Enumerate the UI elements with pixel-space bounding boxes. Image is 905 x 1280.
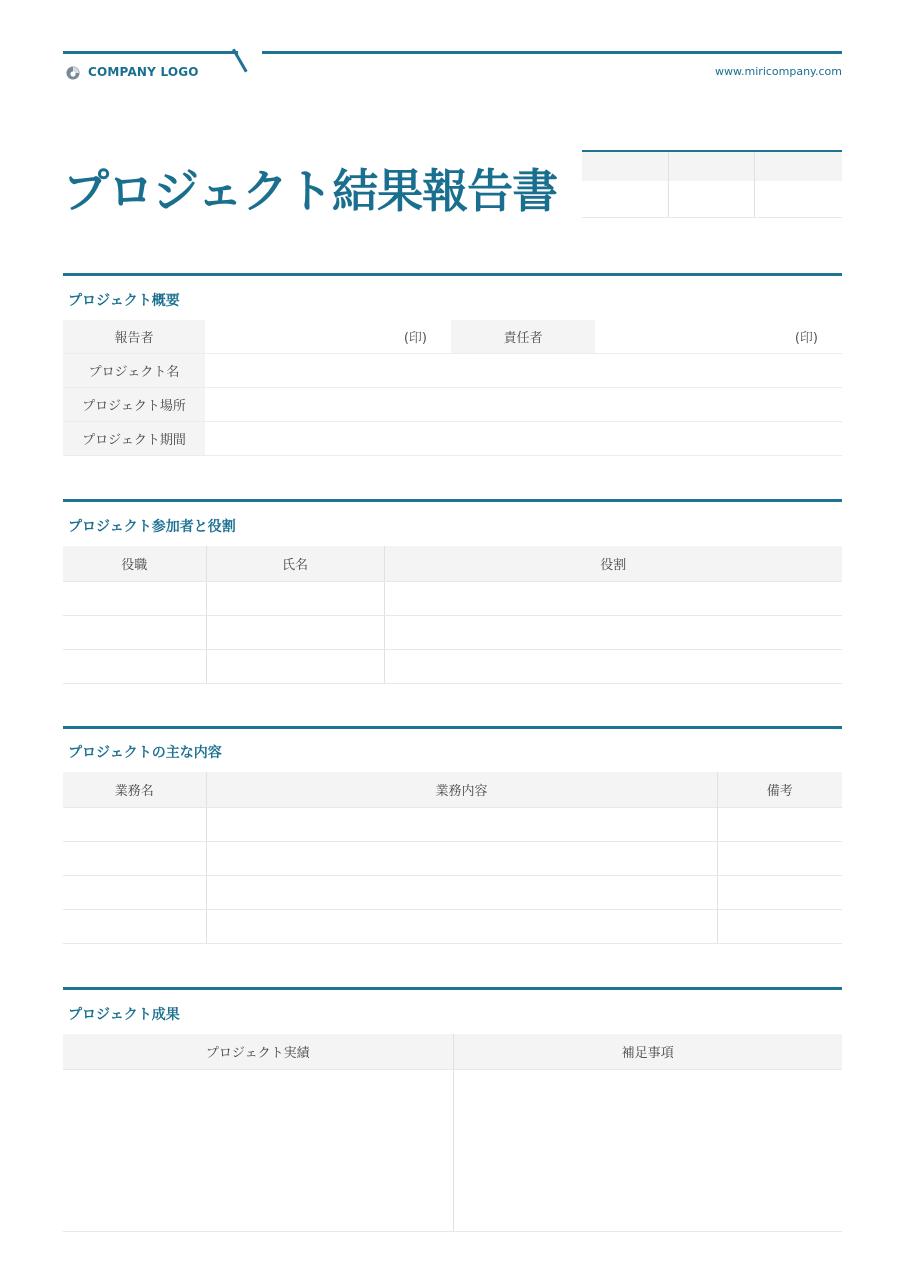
project-period-label: プロジェクト期間 — [63, 422, 205, 456]
table-cell[interactable] — [384, 615, 842, 649]
table-row — [63, 909, 842, 943]
results-achievements-cell[interactable] — [63, 1069, 453, 1231]
section-rule-overview — [63, 273, 842, 276]
table-cell[interactable] — [206, 649, 384, 683]
column-header: プロジェクト実績 — [63, 1034, 453, 1069]
table-row — [63, 422, 842, 456]
section-title-overview: プロジェクト概要 — [68, 293, 180, 309]
overview-table — [63, 320, 842, 456]
table-header-row — [63, 546, 842, 581]
manager-label: 責任者 — [451, 320, 595, 354]
table-cell[interactable] — [384, 649, 842, 683]
section-rule-content — [63, 726, 842, 729]
approval-stamp-box — [582, 150, 842, 218]
header-rule-right — [262, 51, 842, 54]
table-row — [63, 807, 842, 841]
reporter-seal: (印) — [205, 320, 451, 354]
company-logo-icon — [66, 66, 80, 80]
participants-table — [63, 546, 842, 684]
table-cell[interactable] — [63, 581, 206, 615]
manager-seal: (印) — [595, 320, 842, 354]
results-notes-cell[interactable] — [453, 1069, 842, 1231]
table-cell[interactable] — [206, 581, 384, 615]
project-place-value[interactable] — [205, 388, 842, 422]
section-rule-results — [63, 987, 842, 990]
table-cell[interactable] — [63, 807, 206, 841]
table-cell[interactable] — [717, 807, 842, 841]
section-rule-participants — [63, 499, 842, 502]
table-cell[interactable] — [63, 649, 206, 683]
column-header: 業務名 — [63, 772, 206, 807]
table-cell[interactable] — [206, 875, 717, 909]
section-title-results: プロジェクト成果 — [68, 1007, 180, 1023]
column-header: 役割 — [384, 546, 842, 581]
results-table — [63, 1034, 842, 1232]
project-name-label: プロジェクト名 — [63, 354, 205, 388]
table-row — [63, 354, 842, 388]
project-place-label: プロジェクト場所 — [63, 388, 205, 422]
table-cell[interactable] — [206, 807, 717, 841]
table-cell[interactable] — [63, 841, 206, 875]
table-row — [63, 581, 842, 615]
column-header: 補足事項 — [453, 1034, 842, 1069]
section-title-participants: プロジェクト参加者と役割 — [68, 519, 236, 535]
table-cell[interactable] — [717, 875, 842, 909]
table-row — [63, 841, 842, 875]
table-row — [63, 649, 842, 683]
column-header: 業務内容 — [206, 772, 717, 807]
content-table — [63, 772, 842, 944]
table-cell[interactable] — [717, 841, 842, 875]
project-period-value[interactable] — [205, 422, 842, 456]
section-title-content: プロジェクトの主な内容 — [68, 745, 222, 761]
reporter-label: 報告者 — [63, 320, 205, 354]
column-header: 役職 — [63, 546, 206, 581]
table-cell[interactable] — [206, 909, 717, 943]
table-cell[interactable] — [63, 875, 206, 909]
table-header-row — [63, 772, 842, 807]
company-url: www.miricompany.com — [715, 65, 842, 78]
table-cell[interactable] — [384, 581, 842, 615]
company-logo-text: COMPANY LOGO — [88, 65, 199, 79]
table-row — [63, 1069, 842, 1231]
table-cell[interactable] — [63, 909, 206, 943]
table-row — [63, 320, 842, 354]
header-rule-slant — [232, 49, 248, 73]
column-header: 備考 — [717, 772, 842, 807]
document-title: プロジェクト結果報告書 — [63, 164, 558, 218]
table-cell[interactable] — [63, 615, 206, 649]
column-header: 氏名 — [206, 546, 384, 581]
table-row — [63, 388, 842, 422]
project-name-value[interactable] — [205, 354, 842, 388]
table-cell[interactable] — [717, 909, 842, 943]
table-cell[interactable] — [206, 841, 717, 875]
table-cell[interactable] — [206, 615, 384, 649]
header-rule-left — [63, 51, 238, 54]
table-header-row — [63, 1034, 842, 1069]
table-row — [63, 615, 842, 649]
table-row — [63, 875, 842, 909]
